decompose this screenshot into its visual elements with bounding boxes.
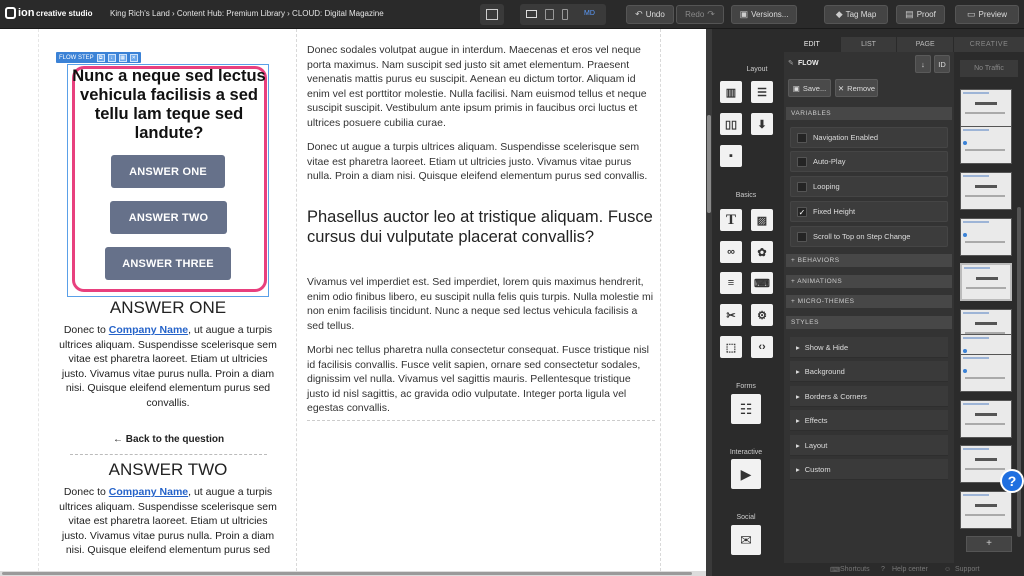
arrow-down-icon: ↓ bbox=[921, 59, 925, 69]
page-thumbnail[interactable] bbox=[960, 89, 1012, 127]
caret-right-icon: ▸ bbox=[796, 440, 800, 450]
tablet-icon[interactable] bbox=[545, 9, 554, 20]
remove-label: Remove bbox=[847, 83, 876, 93]
phone-icon[interactable] bbox=[562, 9, 568, 20]
answer-two-text-post: , ut augue a turpis ultrices aliquam. Suspendisse scelerisque sem vitae est pharetra laoreet. Etiam ut ultricies justo. Vivamus vitae purus nulla. Proin a diam nisi. Quisque eleifend elementum purus sed bbox=[59, 486, 277, 556]
style-effects[interactable] bbox=[790, 410, 948, 431]
question-heading[interactable]: Nunc a neque sed lectus vehicula facilisis a sed tellu lam teque sed landute? bbox=[72, 67, 266, 142]
caret-right-icon: ▸ bbox=[796, 366, 800, 376]
play-icon[interactable]: ▶ bbox=[731, 459, 761, 489]
help-button[interactable]: ? bbox=[1000, 469, 1024, 493]
page-thumbnail[interactable] bbox=[960, 218, 1012, 256]
breadcrumb[interactable]: King Rich's Land › Content Hub: Premium Library › CLOUD: Digital Magazine bbox=[110, 9, 384, 18]
undo-button[interactable] bbox=[626, 5, 674, 24]
save-button[interactable] bbox=[788, 79, 831, 97]
variable-label: Navigation Enabled bbox=[813, 133, 879, 142]
redo-button[interactable] bbox=[676, 5, 724, 24]
form-icon[interactable]: ☷ bbox=[731, 394, 761, 424]
animations-section[interactable]: + ANIMATIONS bbox=[786, 275, 952, 288]
embed-icon[interactable]: ✂ bbox=[720, 304, 742, 326]
device-size-label[interactable]: MD bbox=[584, 10, 595, 17]
answer-one-text-post: , ut augue a turpis ultrices aliquam. Suspendisse scelerisque sem vitae est pharetra laoreet. Etiam ut ultricies justo. Vivamus vitae purus nulla. Proin a diam nisi. Quisque eleifend elementum purus sed convallis. bbox=[59, 324, 277, 409]
help-icon: ? bbox=[881, 566, 885, 573]
variable-looping[interactable] bbox=[790, 176, 948, 197]
style-custom[interactable] bbox=[790, 459, 948, 480]
trash-icon[interactable]: ✕ bbox=[131, 54, 136, 61]
versions-button[interactable] bbox=[731, 5, 797, 24]
download-box-icon[interactable]: ⬇ bbox=[751, 113, 773, 135]
variables-section[interactable]: VARIABLES bbox=[786, 107, 952, 120]
trash-icon: ✕ bbox=[837, 83, 845, 93]
page-thumbnail[interactable] bbox=[960, 491, 1012, 529]
help-center-link[interactable]: Help center bbox=[892, 566, 928, 573]
checkbox-checked[interactable]: ✓ bbox=[798, 207, 806, 217]
style-label: Layout bbox=[804, 440, 828, 450]
answer-one-button[interactable]: ANSWER ONE bbox=[111, 155, 225, 188]
undo-icon: ↶ bbox=[635, 9, 643, 19]
caret-right-icon: ▸ bbox=[796, 391, 800, 401]
redo-icon: ↷ bbox=[707, 9, 715, 19]
id-label: ID bbox=[938, 59, 946, 69]
section-heading[interactable]: Phasellus auctor leo at tristique aliquam. Fusce cursus dui vulputate placerat convallis? bbox=[307, 208, 653, 246]
layout-icon bbox=[486, 9, 498, 20]
multi-column-icon[interactable]: ▥ bbox=[720, 81, 742, 103]
checkbox[interactable] bbox=[797, 157, 807, 167]
layout-section-label: Layout bbox=[746, 66, 768, 73]
answer-two-text[interactable] bbox=[58, 485, 278, 558]
social-section-label: Social bbox=[736, 514, 756, 521]
tag-map-label: Tag Map bbox=[845, 10, 877, 19]
divider bbox=[307, 420, 655, 421]
answer-two-text-pre: Donec to bbox=[63, 486, 109, 498]
tag-icon: ◆ bbox=[835, 9, 843, 19]
rows-icon[interactable]: ☰ bbox=[751, 81, 773, 103]
shortcuts-link[interactable]: Shortcuts bbox=[840, 566, 870, 573]
style-label: Effects bbox=[804, 415, 828, 425]
add-page-button[interactable]: + bbox=[966, 536, 1012, 552]
tag-map-button[interactable] bbox=[824, 5, 888, 24]
properties-tabs bbox=[784, 37, 954, 52]
caret-right-icon: ▸ bbox=[796, 342, 800, 352]
divider bbox=[70, 454, 267, 455]
page-thumbnail[interactable] bbox=[960, 400, 1012, 438]
proof-icon: ▤ bbox=[905, 9, 914, 19]
behaviors-section[interactable]: + BEHAVIORS bbox=[786, 254, 952, 267]
paragraph[interactable]: Vivamus vel imperdiet est. Sed imperdiet, lorem quis maximus hendrerit, enim odio finibus libero, eu suscipit nulla felis quis turpis. Nulla molestie mi non enim facilisis tincidunt. Nunc a neque sed lectus vehicula facilisis a sed tellus. bbox=[307, 276, 654, 332]
answer-one-heading[interactable]: ANSWER ONE bbox=[109, 298, 227, 317]
style-label: Show & Hide bbox=[804, 342, 849, 352]
style-background[interactable] bbox=[790, 361, 948, 382]
chat-bubble-icon[interactable]: ✉ bbox=[731, 525, 761, 555]
basics-section-label: Basics bbox=[735, 192, 757, 199]
element-id-button[interactable] bbox=[934, 55, 950, 73]
element-name: FLOW bbox=[798, 60, 819, 67]
answer-one-text[interactable] bbox=[58, 323, 278, 410]
top-toolbar bbox=[0, 0, 1024, 29]
interactive-section-label: Interactive bbox=[729, 449, 763, 456]
styles-section[interactable]: STYLES bbox=[786, 316, 952, 329]
variable-auto-play[interactable] bbox=[790, 151, 948, 172]
forms-section-label: Forms bbox=[736, 383, 756, 390]
grid-icon[interactable]: ▦ bbox=[120, 54, 126, 61]
creative-header: CREATIVE bbox=[954, 37, 1024, 52]
redo-label: Redo bbox=[685, 10, 705, 19]
answer-two-heading[interactable]: ANSWER TWO bbox=[108, 460, 228, 479]
footer-links bbox=[784, 563, 1024, 576]
list-icon[interactable]: ≡ bbox=[720, 272, 742, 294]
checkbox[interactable] bbox=[797, 133, 807, 143]
element-tool-panel bbox=[712, 29, 784, 576]
two-column-icon[interactable]: ▯▯ bbox=[720, 113, 742, 135]
caret-right-icon: ▸ bbox=[796, 415, 800, 425]
tab-page[interactable]: PAGE bbox=[897, 37, 954, 52]
tab-edit[interactable]: EDIT bbox=[784, 37, 841, 52]
answer-two-button[interactable]: ANSWER TWO bbox=[110, 201, 227, 234]
code-icon[interactable]: ‹› bbox=[751, 336, 773, 358]
paragraph[interactable]: Morbi nec tellus pharetra nulla consectetur consequat. Fusce tristique nisl id facilisis convallis. Fusce velit sapien, ornare sed consectetur sodales, dignissim vel nulla. Vivamus vel sagittis mauris. Pellentesque tristique justo id nisl sagittis, ac gravida odio vulputate. Integer porta ligula vel egestas convallis. bbox=[307, 344, 650, 415]
text-icon[interactable]: T bbox=[720, 209, 742, 231]
proof-button[interactable] bbox=[896, 5, 945, 24]
desktop-icon[interactable] bbox=[526, 10, 537, 18]
traffic-status: No Traffic bbox=[960, 60, 1018, 77]
paragraph[interactable]: Donec sodales volutpat augue in interdum. Maecenas et eros vel neque porta maximus. Nam suscipit sed justo sit amet elementum. Praesent venenatis mattis purus eu suscipit. Aenean eu dictum tortor. Aliquam id enim vel est porttitor molestie. Nulla facilisi. Nam euismod tellus et neque suscipit suscipit. Vestibulum ante ipsum primis in faucibus orci luctus et ultrices posuere cubilia curae. bbox=[307, 44, 647, 129]
save-icon: ▣ bbox=[792, 83, 800, 93]
style-show-hide[interactable] bbox=[790, 337, 948, 358]
image-icon[interactable]: ▨ bbox=[751, 209, 773, 231]
move-down-button[interactable] bbox=[915, 55, 931, 73]
ion-logo-icon bbox=[5, 7, 16, 19]
properties-panel bbox=[784, 37, 954, 570]
style-label: Background bbox=[804, 366, 845, 376]
micro-themes-section[interactable]: + MICRO-THEMES bbox=[786, 295, 952, 308]
horizontal-scrollbar[interactable] bbox=[0, 571, 706, 576]
container-icon[interactable]: ▪ bbox=[720, 145, 742, 167]
preview-label: Preview bbox=[978, 10, 1007, 19]
page-thumbnail[interactable] bbox=[960, 172, 1012, 210]
style-borders-corners[interactable] bbox=[790, 386, 948, 407]
preview-button[interactable] bbox=[955, 5, 1019, 24]
versions-label: Versions... bbox=[751, 10, 789, 19]
page-thumbnail[interactable] bbox=[960, 126, 1012, 164]
variable-label: Fixed Height bbox=[813, 207, 856, 216]
copy-icon[interactable]: ⧉ bbox=[97, 54, 105, 62]
page-thumbnail-selected[interactable] bbox=[960, 263, 1012, 301]
save-label: Save... bbox=[802, 83, 827, 93]
layout-toggle-button[interactable] bbox=[480, 4, 504, 25]
tab-list[interactable]: LIST bbox=[841, 37, 898, 52]
variable-label: Looping bbox=[813, 182, 840, 191]
move-down-icon[interactable]: ↓ bbox=[108, 54, 116, 62]
answer-one-text-pre: Donec to bbox=[63, 324, 109, 336]
variable-navigation-enabled[interactable] bbox=[790, 127, 948, 148]
flow-step-label: FLOW STEP bbox=[59, 54, 94, 61]
preview-icon: ▭ bbox=[967, 9, 976, 19]
answer-three-button[interactable]: ANSWER THREE bbox=[105, 247, 231, 280]
logo-text: ion bbox=[18, 7, 35, 19]
device-switcher bbox=[520, 4, 606, 25]
keyboard-icon: ⌨ bbox=[830, 567, 841, 574]
undo-label: Undo bbox=[645, 10, 665, 19]
spacer-icon[interactable]: ⬚ bbox=[720, 336, 742, 358]
back-to-question-link[interactable]: ← Back to the question bbox=[112, 434, 225, 445]
variable-scroll-to-top[interactable] bbox=[790, 226, 948, 247]
style-label: Borders & Corners bbox=[804, 391, 867, 401]
scrollbar-thumb[interactable] bbox=[2, 572, 692, 575]
support-link[interactable]: Support bbox=[955, 566, 980, 573]
style-layout[interactable] bbox=[790, 435, 948, 456]
remove-button[interactable] bbox=[835, 79, 878, 97]
page-canvas bbox=[0, 29, 706, 571]
proof-label: Proof bbox=[916, 10, 936, 19]
scrollbar-thumb[interactable] bbox=[707, 115, 711, 213]
style-label: Custom bbox=[804, 464, 831, 474]
settings-widget-icon[interactable]: ⚙ bbox=[751, 304, 773, 326]
brand-name: creative studio bbox=[36, 9, 93, 18]
paragraph[interactable]: Donec ut augue a turpis ultrices aliquam. Suspendisse scelerisque sem vitae est pharetra laoreet. Etiam ut ultricies justo. Vivamus vitae purus nulla. Proin a diam nisi. Quisque eleifend elementum purus sed convallis. bbox=[307, 141, 648, 183]
checkbox[interactable] bbox=[797, 182, 807, 192]
versions-icon: ▣ bbox=[739, 9, 749, 19]
page-thumbnail[interactable] bbox=[960, 354, 1012, 392]
variable-label: Scroll to Top on Step Change bbox=[813, 232, 911, 241]
support-icon: ☺ bbox=[944, 566, 952, 573]
checkbox[interactable] bbox=[797, 232, 807, 242]
company-name-link[interactable]: Company Name bbox=[108, 486, 189, 498]
caret-right-icon: ▸ bbox=[796, 464, 800, 474]
company-name-link[interactable]: Company Name bbox=[108, 324, 189, 336]
variable-label: Auto-Play bbox=[813, 157, 846, 166]
link-icon[interactable]: ∞ bbox=[720, 241, 742, 263]
pencil-icon: ✎ bbox=[788, 60, 794, 67]
keyboard-icon[interactable]: ⌨ bbox=[751, 272, 773, 294]
variable-fixed-height[interactable] bbox=[790, 201, 948, 222]
flow-step-toolbar[interactable] bbox=[56, 52, 141, 63]
badge-icon[interactable]: ✿ bbox=[751, 241, 773, 263]
